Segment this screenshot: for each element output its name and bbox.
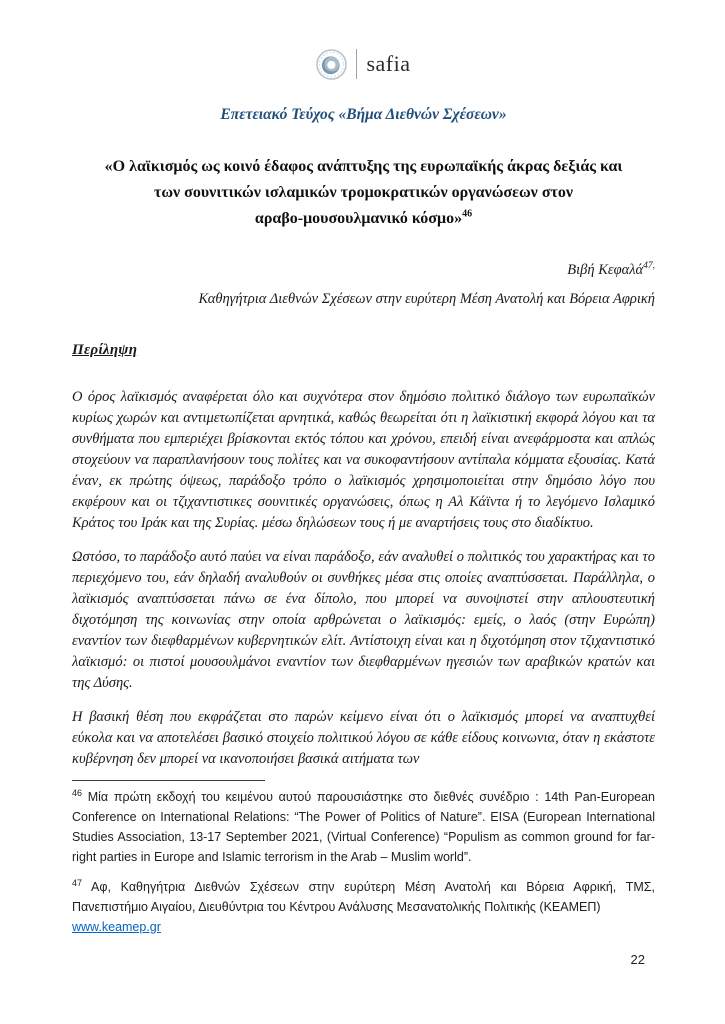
- author-affiliation: Καθηγήτρια Διεθνών Σχέσεων στην ευρύτερη Μέση Ανατολή και Βόρεια Αφρική: [198, 291, 655, 307]
- footnote-47-ref: 47: [72, 877, 83, 888]
- article-title-line1: «Ο λαϊκισμός ως κοινό έδαφος ανάπτυξης της ευρωπαϊκής άκρας δεξιάς και: [104, 158, 623, 175]
- abstract-paragraph-1: Ο όρος λαϊκισμός αναφέρεται όλο και συχνότερα στον δημόσιο πολιτικό διάλογο των ευρωπαϊκών κυρίως χωρών και αντιμετωπίζεται αρνητικά, καθώς θεωρείται ότι η λαϊκιστική εκφορά λόγου και τα συνθήματα που εμπεριέχει βρίσκονται εκτός τόπου και χρόνου, επειδή είναι ανεφάρμοστα και απλώς στοχεύουν να παραπλανήσουν τους πολίτες και να συκοφαντήσουν αντίπαλα κόμματα εξουσίας. Κατά έναν, εκ πρώτης όψεως, παράδοξο τρόπο ο λαϊκισμός χρησιμοποιείται στην δημόσιο λόγο που εκφέρουν και οι τζιχαντιστικες σουνιτικές οργανώσεις, όπως η Αλ Κάϊντα ή το λεγόμενο Ισλαμικό Κράτος του Ιράκ και της Συρίας. μέσω δηλώσεων τους ή με αναρτήσεις τους στο διαδίκτυο.: [72, 389, 655, 531]
- title-footnote-ref: 46: [462, 208, 473, 220]
- logo: [72, 46, 655, 82]
- keamep-link[interactable]: www.keamep.gr: [72, 920, 161, 934]
- footnote-46-text: Μία πρώτη εκδοχή του κειμένου αυτού παρουσιάστηκε στο διεθνές συνέδριο : 14th Pan-European Conference on International Relations: “The Power of Politics of Nature”. EISA (European International Studies Association, 13-17 September 2021, (Virtual Conference) “Populism as common ground for far-right parties in Europe and Islamic terrorism in the Arab – Muslim world”.: [72, 790, 655, 864]
- author-footnote-ref: 47,: [643, 261, 655, 272]
- author-name: Βιβή Κεφαλά$^{47,}$: [567, 261, 655, 278]
- footnote-47-text: Αφ, Καθηγήτρια Διεθνών Σχέσεων στην ευρύτερη Μέση Ανατολή και Βόρεια Αφρική, ΤΜΣ, Πανεπιστήμιο Αιγαίου, Διευθύντρια του Κέντρου Ανάλυσης Μεσανατολικής Πολιτικής (ΚΕΑΜΕΠ): [72, 880, 655, 914]
- page-number: 22: [630, 952, 645, 967]
- article-title-line3: αραβο-μουσουλμανικό κόσμο»$^{46}$: [254, 208, 473, 227]
- issue-title: Επετειακό Τεύχος «Βήμα Διεθνών Σχέσεων»: [220, 106, 507, 123]
- abstract-paragraph-2: Ωστόσο, το παράδοξο αυτό παύει να είναι παράδοξο, εάν αναλυθεί ο πολιτικός του χαρακτήρας και το περιεχόμενο του, εάν δηλαδή αναλυθούν οι συνθήκες μέσα στις οποίες αναπτύσσεται. Παράλληλα, ο λαϊκισμός αναπτύσσεται πάνω σε ένα δίπολο, που μπορεί να συνοψιστεί στην απλουστευτική διχοτόμηση της κοινωνίας στην οποία αρθρώνεται ο λαϊκισμός: εμείς, ο λαός (στην Ευρώπη) εναντίον των διεφθαρμένων κυβερνητικών ελίτ. Αντίστοιχη είναι και η διχοτόμηση στον τζιχαντιστικό λαϊκισμό: οι πιστοί μουσουλμάνοι εναντίον των διεφθαρμένων ηγεσιών των αραβικών κρατών και της Δύσης.: [72, 549, 655, 691]
- footnote-47: [72, 877, 655, 937]
- article-title-line2: των σουνιτικών ισλαμικών τρομοκρατικών οργανώσεων στον: [153, 184, 574, 201]
- footnote-46-ref: 46: [72, 787, 83, 798]
- article-title: [72, 154, 655, 232]
- author-block: [72, 262, 655, 279]
- safia-emblem-icon: [316, 49, 347, 80]
- footnote-separator: [72, 780, 265, 781]
- abstract-paragraph-3: Η βασική θέση που εκφράζεται στο παρών κείμενο είναι ότι ο λαϊκισμός μπορεί να αναπτυχθεί εύκολα και να αποτελέσει βασικό στοιχείο πολιτικού λόγου σε κάθε είδους κοινωνια, όταν η εκάστοτε κυβέρνηση δεν μπορεί να ικανοποιήσει βασικά αιτήματα των: [72, 709, 655, 767]
- logo-divider: [356, 49, 357, 79]
- logo-brand-text: safia: [366, 51, 411, 76]
- footnote-46: [72, 787, 655, 867]
- abstract-heading: Περίληψη: [72, 342, 138, 358]
